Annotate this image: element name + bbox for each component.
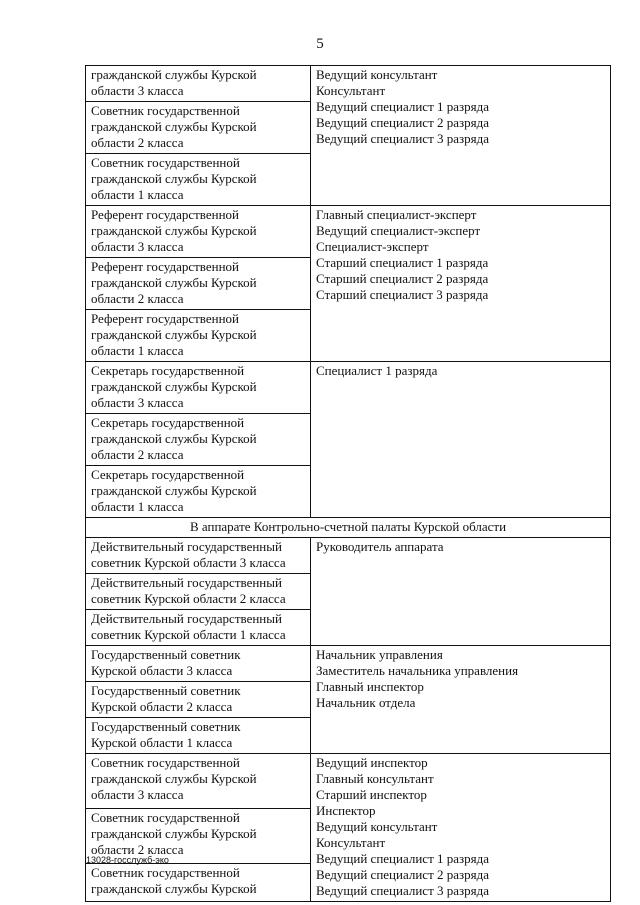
rank-text-line: Государственный советник — [91, 647, 241, 662]
position-title: Старший специалист 1 разряда — [316, 255, 489, 270]
rank-cell — [86, 414, 311, 466]
rank-cell — [86, 102, 311, 154]
position-title: Старший специалист 3 разряда — [316, 287, 489, 302]
footer-document-code: 13028-госслужб-эко — [86, 855, 169, 865]
rank-text-line: гражданской службы Курской — [91, 223, 257, 238]
rank-cell — [86, 754, 311, 809]
position-title: Специалист-эксперт — [316, 239, 429, 254]
positions-cell — [311, 362, 611, 518]
rank-text-line: Секретарь государственной — [91, 467, 245, 482]
table-row — [86, 66, 611, 102]
rank-cell — [86, 66, 311, 102]
position-title: Консультант — [316, 835, 386, 850]
rank-text-line: гражданской службы Курской — [91, 431, 257, 446]
table-row — [86, 362, 611, 414]
position-title: Ведущий специалист 2 разряда — [316, 115, 490, 130]
rank-cell — [86, 310, 311, 362]
position-title: Ведущий специалист 3 разряда — [316, 131, 490, 146]
positions-cell — [311, 66, 611, 206]
rank-text-line: гражданской службы Курской — [91, 327, 257, 342]
position-title: Ведущий специалист 1 разряда — [316, 99, 490, 114]
position-title: Старший инспектор — [316, 787, 427, 802]
rank-cell — [86, 718, 311, 754]
position-title: Ведущий консультант — [316, 67, 438, 82]
rank-text-line: Действительный государственный — [91, 539, 282, 554]
rank-cell — [86, 206, 311, 258]
rank-text-line: гражданской службы Курской — [91, 483, 257, 498]
rank-text-line: гражданской службы Курской — [91, 67, 257, 82]
positions-cell — [311, 206, 611, 362]
rank-cell — [86, 610, 311, 646]
position-title: Консультант — [316, 83, 386, 98]
rank-text-line: Референт государственной — [91, 207, 239, 222]
rank-text-line: гражданской службы Курской — [91, 771, 257, 786]
table-row — [86, 206, 611, 258]
rank-cell — [86, 682, 311, 718]
rank-text-line: Референт государственной — [91, 311, 239, 326]
rank-cell — [86, 258, 311, 310]
positions-cell — [311, 754, 611, 902]
rank-text-line: Советник государственной — [91, 809, 240, 825]
rank-text-line: области 3 класса — [91, 83, 184, 98]
rank-text-line: Курской области 2 класса — [91, 699, 233, 714]
rank-text-line: области 2 класса — [91, 291, 184, 306]
rank-cell — [86, 362, 311, 414]
rank-text-line: Секретарь государственной — [91, 415, 245, 430]
position-title: Главный специалист-эксперт — [316, 207, 477, 222]
position-title: Ведущий консультант — [316, 819, 438, 834]
position-title: Начальник отдела — [316, 695, 416, 710]
section-header-row — [86, 518, 611, 538]
table-row — [86, 754, 611, 809]
rank-text-line: Курской области 3 класса — [91, 663, 233, 678]
rank-text-line: Курской области 1 класса — [91, 735, 233, 750]
rank-text-line: области 1 класса — [91, 343, 184, 358]
rank-text-line: гражданской службы Курской — [91, 880, 257, 896]
position-title: Ведущий инспектор — [316, 755, 428, 770]
positions-cell — [311, 538, 611, 646]
position-title: Заместитель начальника управления — [316, 663, 519, 678]
rank-text-line: области 2 класса — [91, 135, 184, 150]
rank-text-line: Секретарь государственной — [91, 363, 245, 378]
rank-text-line: гражданской службы Курской — [91, 171, 257, 186]
rank-text-line: области 3 класса — [91, 239, 184, 254]
position-title: Ведущий специалист 1 разряда — [316, 851, 490, 866]
rank-cell — [86, 646, 311, 682]
position-title: Инспектор — [316, 803, 376, 818]
rank-cell — [86, 574, 311, 610]
rank-text-line: области 1 класса — [91, 499, 184, 514]
rank-cell — [86, 863, 311, 901]
position-title: Старший специалист 2 разряда — [316, 271, 489, 286]
position-title: Главный консультант — [316, 771, 434, 786]
rank-text-line: области 3 класса — [91, 787, 184, 802]
rank-text-line: Государственный советник — [91, 683, 241, 698]
table-row — [86, 646, 611, 682]
position-title: Ведущий специалист 2 разряда — [316, 867, 490, 882]
rank-text-line: области 3 класса — [91, 395, 184, 410]
rank-text-line: гражданской службы Курской — [91, 379, 257, 394]
rank-text-line: гражданской службы Курской — [91, 119, 257, 134]
rank-text-line: Советник государственной — [91, 103, 240, 118]
positions-cell — [311, 646, 611, 754]
position-title: Главный инспектор — [316, 679, 424, 694]
position-title: Ведущий специалист 3 разряда — [316, 883, 490, 898]
rank-text-line: Действительный государственный — [91, 575, 282, 590]
rank-cell — [86, 466, 311, 518]
rank-text-line: гражданской службы Курской — [91, 275, 257, 290]
rank-text-line: гражданской службы Курской — [91, 825, 257, 841]
rank-text-line: Референт государственной — [91, 259, 239, 274]
rank-text-line: области 1 класса — [91, 187, 184, 202]
ranks-positions-table — [85, 65, 611, 902]
rank-text-line: советник Курской области 2 класса — [91, 591, 286, 606]
rank-text-line: советник Курской области 1 класса — [91, 627, 286, 642]
page-number: 5 — [316, 36, 324, 52]
rank-cell — [86, 538, 311, 574]
rank-cell — [86, 154, 311, 206]
table-row — [86, 538, 611, 574]
rank-text-line: области 2 класса — [91, 447, 184, 462]
position-title: Руководитель аппарата — [316, 539, 444, 554]
rank-text-line: области 2 класса — [91, 841, 184, 857]
rank-text-line: Советник государственной — [91, 864, 240, 880]
rank-text-line: Советник государственной — [91, 755, 240, 770]
rank-text-line: советник Курской области 3 класса — [91, 555, 286, 570]
rank-text-line: Действительный государственный — [91, 611, 282, 626]
position-title: Ведущий специалист-эксперт — [316, 223, 481, 238]
section-header: В аппарате Контрольно-счетной палаты Курской области — [86, 518, 611, 538]
position-title: Начальник управления — [316, 647, 443, 662]
rank-text-line: Советник государственной — [91, 155, 240, 170]
rank-text-line: Государственный советник — [91, 719, 241, 734]
position-title: Специалист 1 разряда — [316, 363, 438, 378]
